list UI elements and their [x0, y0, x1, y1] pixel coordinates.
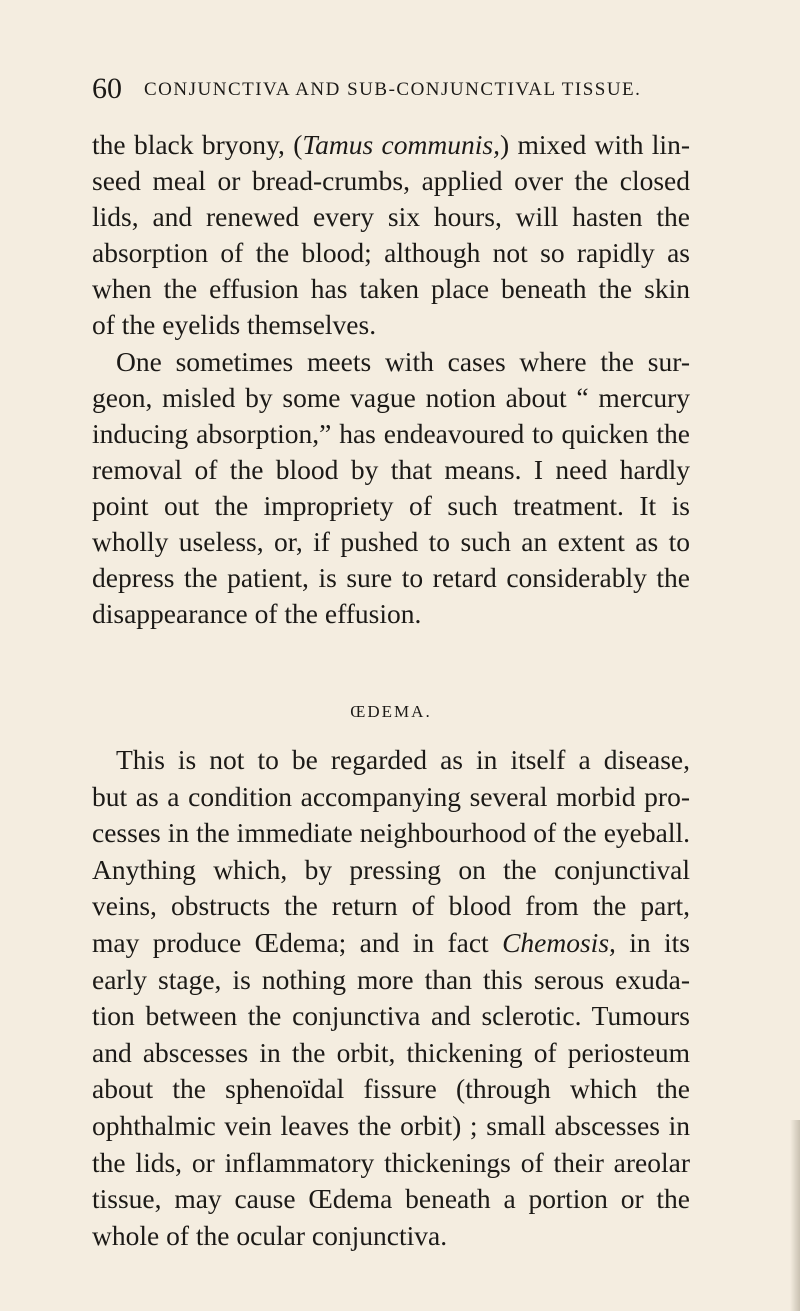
text-line: seed meal or bread-crumbs, applied over the closed	[92, 165, 690, 197]
body-text-upper	[92, 127, 690, 632]
text-line: the lids, or inflammatory thickenings of their areolar	[92, 1146, 690, 1178]
text-line: removal of the blood by that means. I need hardly	[92, 453, 690, 485]
text-line: tissue, may cause Œdema beneath a portion or the	[92, 1183, 690, 1215]
text-line: the black bryony, (Tamus communis,) mixed with lin-	[92, 129, 690, 160]
running-title: CONJUNCTIVA AND SUB-CONJUNCTIVAL TISSUE.	[144, 79, 642, 100]
text-line: about the sphenoïdal fissure (through which the	[92, 1073, 690, 1105]
text-line: One sometimes meets with cases where the sur-	[116, 345, 690, 377]
text-line: geon, misled by some vague notion about “ mercury	[92, 381, 690, 413]
italic-term: Chemosis,	[502, 926, 616, 958]
body-text-lower	[92, 742, 690, 1254]
text-line: and abscesses in the orbit, thickening of periosteum	[92, 1036, 690, 1068]
text-line: when the effusion has taken place beneath the skin	[92, 273, 690, 305]
running-head	[92, 72, 692, 106]
text-line: Anything which, by pressing on the conjunctival	[92, 853, 690, 885]
text-line: of the eyelids themselves.	[92, 309, 377, 341]
text-line: ophthalmic vein leaves the orbit) ; small abscesses in	[92, 1109, 690, 1141]
text-line: lids, and renewed every six hours, will hasten the	[92, 201, 690, 233]
text-line: may produce Œdema; and in fact Chemosis, in its	[92, 926, 690, 958]
italic-term: Tamus communis,	[302, 129, 500, 160]
text-line: whole of the ocular conjunctiva.	[92, 1219, 448, 1251]
text-line: early stage, is nothing more than this serous exuda-	[92, 963, 690, 995]
text-line: absorption of the blood; although not so rapidly as	[92, 237, 690, 269]
text-line: depress the patient, is sure to retard considerably the	[92, 562, 690, 594]
text-line: but as a condition accompanying several morbid pro-	[92, 780, 690, 812]
text-line: wholly useless, or, if pushed to such an extent as to	[92, 526, 690, 558]
text-line: tion between the conjunctiva and sclerotic. Tumours	[92, 1000, 690, 1032]
text-line: This is not to be regarded as in itself a disease,	[116, 744, 690, 775]
text-line: point out the impropriety of such treatment. It is	[92, 489, 690, 521]
page-edge-shadow	[790, 1120, 800, 1311]
text-line: cesses in the immediate neighbourhood of the eyeball.	[92, 817, 690, 849]
text-line: disappearance of the effusion.	[92, 598, 422, 630]
text-line: inducing absorption,” has endeavoured to quicken the	[92, 417, 690, 449]
text-line: veins, obstructs the return of blood from the part,	[92, 890, 690, 922]
section-heading: ŒDEMA.	[350, 702, 432, 721]
page-number: 60	[92, 72, 122, 105]
